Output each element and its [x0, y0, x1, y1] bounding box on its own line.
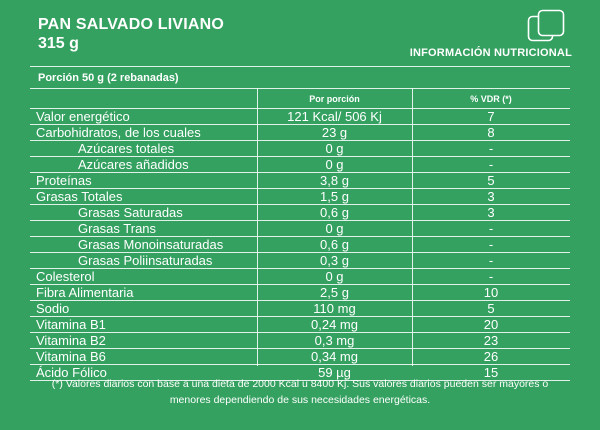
per-portion-value: 0,24 mg [311, 317, 358, 332]
vdr-value: 8 [487, 125, 495, 140]
per-portion-value: 121 Kcal/ 506 Kj [287, 109, 382, 124]
product-weight: 315 g [38, 35, 79, 52]
per-portion-value: 0 g [325, 141, 344, 156]
nutrient-name: Vitamina B1 [36, 317, 106, 332]
per-portion-value: 0 g [325, 221, 344, 236]
nutrient-name: Grasas Monoinsaturadas [78, 237, 224, 252]
table-row [30, 221, 570, 237]
table-row [30, 285, 570, 301]
per-portion-value: 110 mg [313, 301, 356, 316]
table-row [30, 349, 570, 365]
table-row [30, 253, 570, 269]
table-row [30, 157, 570, 173]
nutrient-name: Vitamina B2 [36, 333, 106, 348]
nutrient-name: Colesterol [36, 269, 95, 284]
nutrient-name: Proteínas [36, 173, 92, 188]
vdr-value: 5 [487, 173, 495, 188]
per-portion-value: 0,6 g [320, 237, 349, 252]
per-portion-value: 0,6 g [320, 205, 349, 220]
overlapping-squares-icon [527, 8, 567, 44]
vdr-value: - [488, 157, 494, 172]
table-row [30, 125, 570, 141]
column-header-per-portion: Por porción [309, 94, 360, 104]
nutrient-name: Grasas Trans [78, 221, 157, 236]
per-portion-value: 1,5 g [320, 189, 349, 204]
per-portion-value: 0 g [325, 157, 344, 172]
footnote: (*) Valores diarios con base a una dieta de 2000 Kcal u 8400 Kj. Sus valores diarios pueden ser mayores o menores dependiendo de sus necesidades energéticas. [51, 378, 549, 406]
nutrient-name: Vitamina B6 [36, 349, 106, 364]
nutrient-name: Sodio [36, 301, 70, 316]
table-row [30, 189, 570, 205]
vdr-value: 10 [483, 285, 499, 300]
vdr-value: - [488, 141, 494, 156]
per-portion-value: 0,34 mg [311, 349, 358, 364]
nutrition-info-title: INFORMACIÓN NUTRICIONAL [409, 47, 572, 59]
vdr-value: 7 [487, 109, 495, 124]
nutrient-name: Grasas Saturadas [78, 205, 183, 220]
vdr-value: - [488, 221, 494, 236]
nutrient-name: Azúcares totales [78, 141, 175, 156]
nutrient-name: Grasas Poliinsaturadas [78, 253, 213, 268]
nutrient-name: Grasas Totales [36, 189, 123, 204]
per-portion-value: 59 µg [318, 365, 351, 380]
nutrient-name: Carbohidratos, de los cuales [36, 125, 201, 140]
table-row [30, 141, 570, 157]
nutrient-name: Ácido Fólico [36, 365, 107, 380]
per-portion-value: 23 g [321, 125, 348, 140]
vdr-value: 23 [483, 333, 499, 348]
table-row [30, 317, 570, 333]
vdr-value: - [488, 253, 494, 268]
vdr-value: 26 [483, 349, 499, 364]
table-top-border [30, 88, 570, 89]
per-portion-value: 3,8 g [320, 173, 349, 188]
vdr-value: 3 [487, 189, 495, 204]
portion-label: Porción 50 g (2 rebanadas) [38, 72, 179, 84]
per-portion-value: 0,3 g [320, 253, 349, 268]
per-portion-value: 2,5 g [320, 285, 349, 300]
divider-top [30, 66, 570, 67]
table-row [30, 173, 570, 189]
vdr-value: - [488, 269, 494, 284]
per-portion-value: 0 g [325, 269, 344, 284]
vdr-value: 5 [487, 301, 495, 316]
table-row [30, 205, 570, 221]
vdr-value: - [488, 237, 494, 252]
vdr-value: 15 [483, 365, 499, 380]
table-row [30, 301, 570, 317]
nutrition-table-body [30, 109, 570, 381]
nutrient-name: Azúcares añadidos [78, 157, 189, 172]
nutrient-name: Fibra Alimentaria [36, 285, 134, 300]
vdr-value: 3 [487, 205, 495, 220]
nutrient-name: Valor energético [36, 109, 130, 124]
table-row [30, 333, 570, 349]
product-name: PAN SALVADO LIVIANO [38, 16, 225, 33]
table-row [30, 269, 570, 285]
table-row [30, 237, 570, 253]
table-row [30, 109, 570, 125]
per-portion-value: 0,3 mg [314, 333, 355, 348]
vdr-value: 20 [483, 317, 499, 332]
column-header-vdr: % VDR (*) [470, 94, 512, 104]
